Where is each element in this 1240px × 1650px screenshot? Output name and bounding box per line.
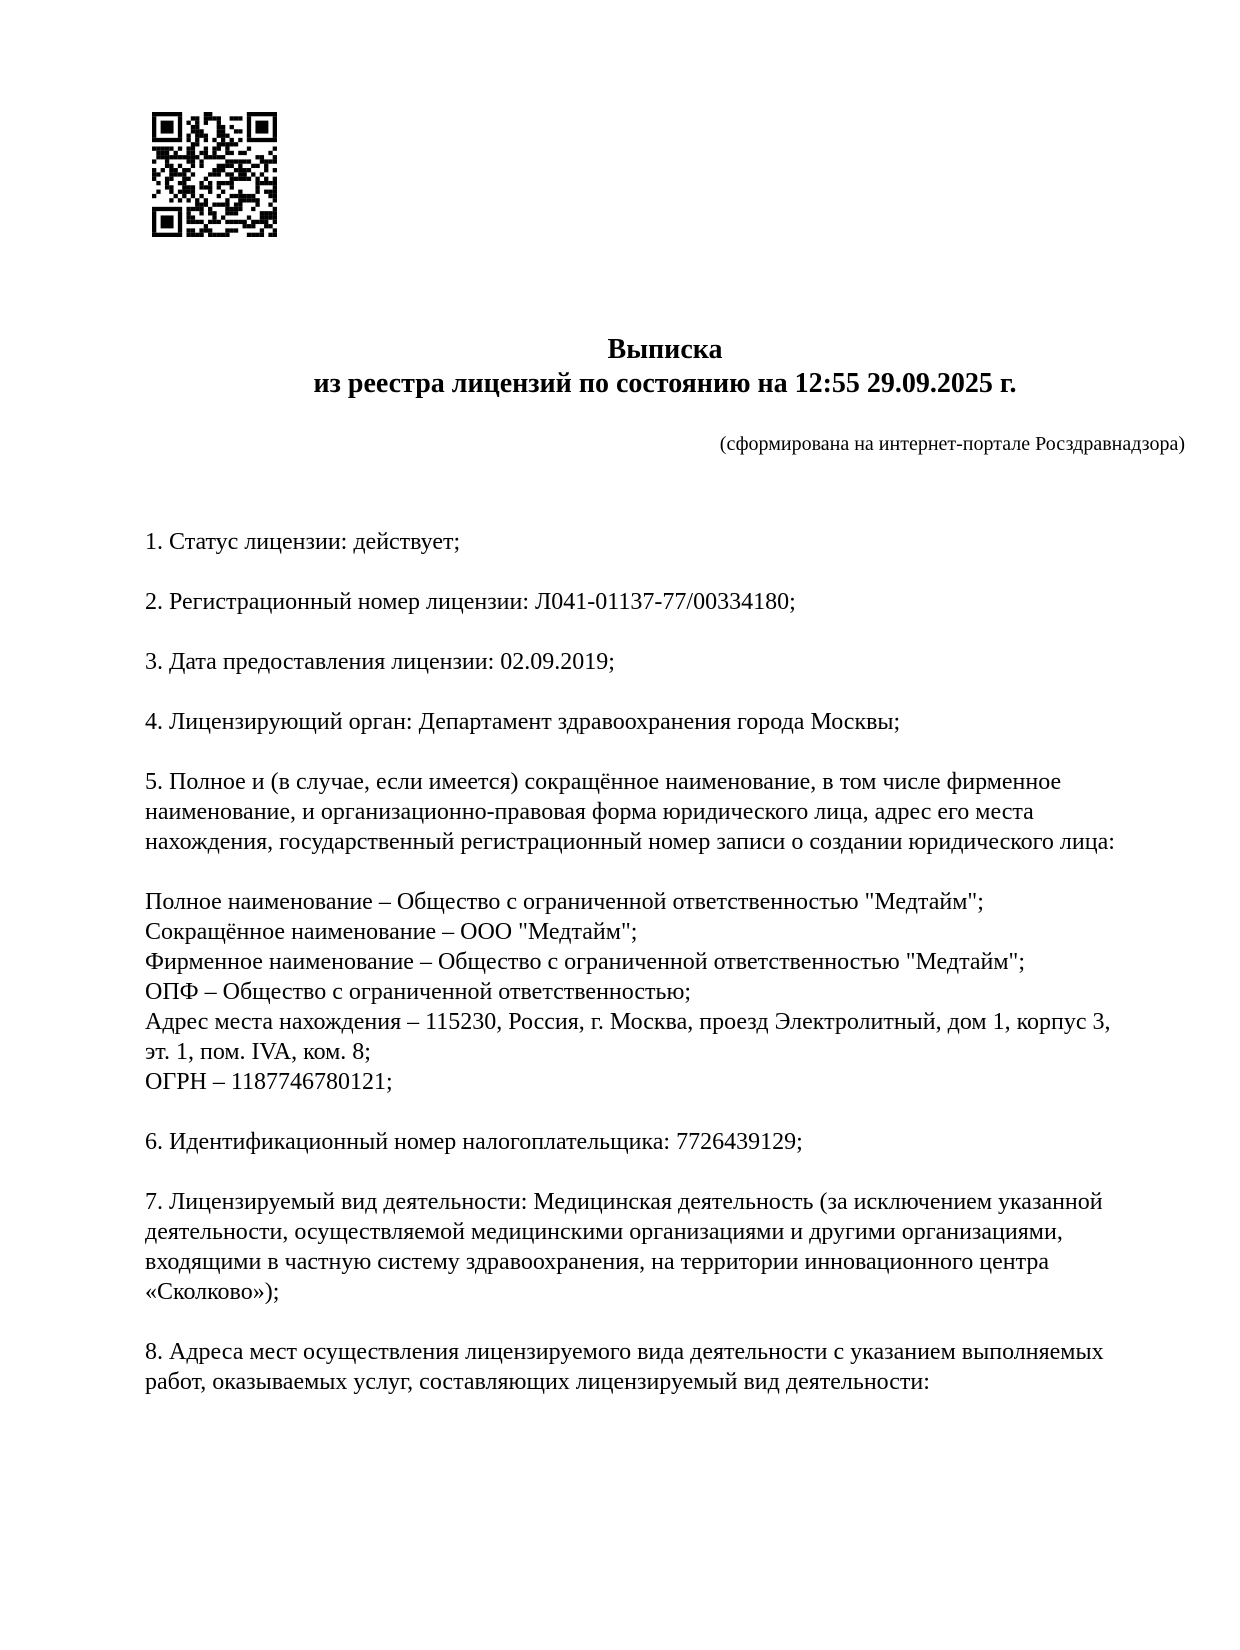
text-line: Полное наименование – Общество с ограниченной ответственностью "Медтайм"; [145, 889, 984, 915]
text-line: эт. 1, пом. IVA, ком. 8; [145, 1039, 371, 1065]
text-line: работ, оказываемых услуг, составляющих лицензируемый вид деятельности: [145, 1369, 930, 1395]
text-line: 3. Дата предоставления лицензии: 02.09.2019; [145, 649, 615, 675]
document-subtitle: (сформирована на интернет-портале Росздравнадзора) [719, 433, 1185, 455]
text-line: 8. Адреса мест осуществления лицензируемого вида деятельности с указанием выполняемых [145, 1339, 1104, 1365]
text-line: 2. Регистрационный номер лицензии: Л041-01137-77/00334180; [145, 589, 796, 615]
text-line: 7. Лицензируемый вид деятельности: Медицинская деятельность (за исключением указанной [145, 1189, 1103, 1215]
title-line-1: Выписка [607, 334, 723, 365]
entity-details [145, 887, 1235, 1097]
text-line: 5. Полное и (в случае, если имеется) сокращённое наименование, в том числе фирменное [145, 769, 1062, 795]
text-line: ОПФ – Общество с ограниченной ответственностью; [145, 979, 692, 1005]
item-6-taxpayer-number [145, 1127, 1235, 1157]
text-line: Сокращённое наименование – ООО "Медтайм"; [145, 919, 638, 945]
item-1-license-status [145, 527, 1235, 557]
text-line: «Сколково»); [145, 1279, 280, 1305]
text-line: 4. Лицензирующий орган: Департамент здравоохранения города Москвы; [145, 709, 901, 735]
qr-code-icon [152, 112, 277, 237]
text-line: деятельности, осуществляемой медицинскими организациями и другими организациями, [145, 1219, 1063, 1245]
title-line-2: из реестра лицензий по состоянию на 12:55 29.09.2025 г. [313, 368, 1017, 399]
item-5-entity-name-intro [145, 767, 1235, 857]
text-line: нахождения, государственный регистрационный номер записи о создании юридического лица: [145, 829, 1115, 855]
item-7-licensed-activity [145, 1187, 1235, 1307]
item-8-activity-addresses-intro [145, 1337, 1235, 1397]
text-line: ОГРН – 1187746780121; [145, 1069, 393, 1095]
item-2-registration-number [145, 587, 1235, 617]
text-line: 6. Идентификационный номер налогоплательщика: 7726439129; [145, 1129, 803, 1155]
item-4-licensing-authority [145, 707, 1235, 737]
text-line: 1. Статус лицензии: действует; [145, 529, 461, 555]
text-line: Адрес места нахождения – 115230, Россия, г. Москва, проезд Электролитный, дом 1, корпус 3, [145, 1009, 1111, 1035]
text-line: Фирменное наименование – Общество с ограниченной ответственностью "Медтайм"; [145, 949, 1025, 975]
text-line: входящими в частную систему здравоохранения, на территории инновационного центра [145, 1249, 1050, 1275]
document-title [145, 333, 1185, 401]
document-body [145, 527, 1235, 1427]
text-line: наименование, и организационно-правовая форма юридического лица, адрес его места [145, 799, 1034, 825]
item-3-license-grant-date [145, 647, 1235, 677]
